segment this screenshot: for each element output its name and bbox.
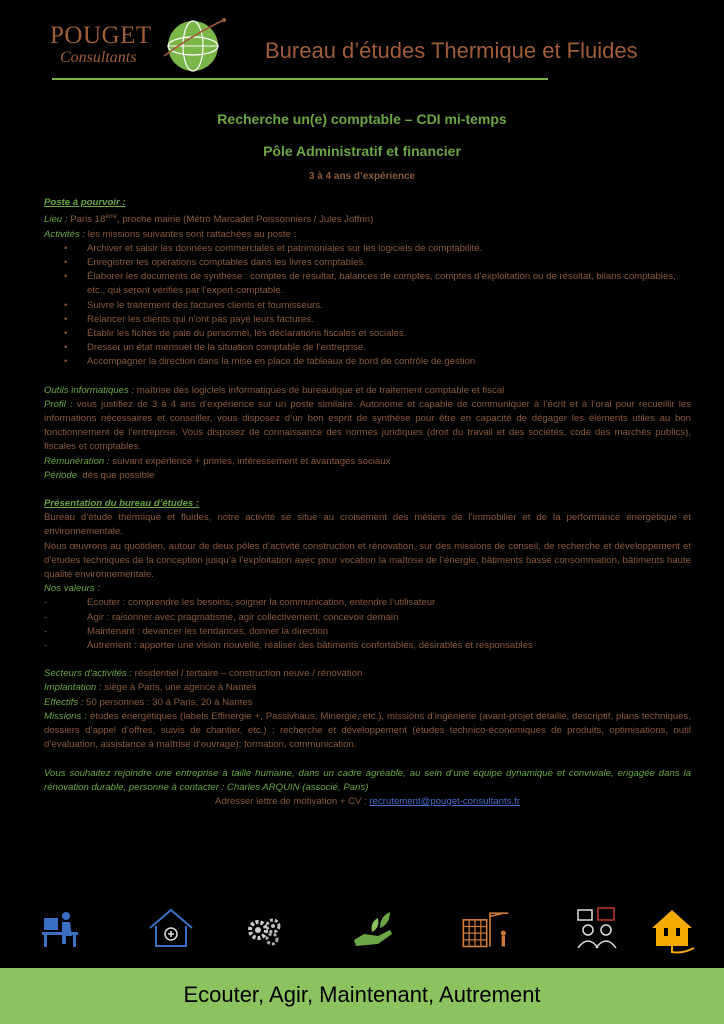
mission-item: • Élaborer les documents de synthèse : comptes de résultat, balances de comptes, comptes d’exploitation ou de résultat, bilans comptables, etc., qui seront vérifiés par l’expert-comptable. (44, 270, 691, 298)
house-energy-icon (146, 904, 196, 954)
profil-line: Profil : vous justifiez de 3 à 4 ans d’expérience sur un poste similaire. Autonome et capable de communiquer à l’écrit et à l’oral pour recueillir les informations nécessaires et conseiller, vous disposez d’un bon esprit de synthèse pour être en capacité de dégager les éléments utiles au bon fonctionnement de l’entreprise. Vous disposez de connaissance des normes juridiques (droit du travail et des sociétés, code des marchés publics), fiscales et comptables. (44, 398, 691, 453)
house-plug-icon (648, 904, 698, 954)
implantation-line: Implantation : siège à Paris, une agence à Nantes (44, 682, 257, 694)
secteurs-line: Secteurs d’activités : résidentiel / tertiaire – construction neuve / rénovation (44, 668, 363, 680)
contact-email-link[interactable]: recrutement@pouget-consultants.fr (369, 795, 520, 807)
bureau-heading: Présentation du bureau d’études : (44, 498, 200, 510)
mission-item: • Suivre le traitement des factures clients et fournisseurs. (44, 299, 691, 313)
hand-plant-icon (350, 904, 400, 954)
mission-item: • Dresser un état mensuel de la situation comptable de l’entreprise. (44, 341, 691, 355)
valeur-item: - Ecouter : comprendre les besoins, soigner la communication, entendre l’utilisateur (44, 596, 691, 610)
header-divider (52, 78, 548, 80)
logo-line1: POUGET (50, 22, 152, 49)
missions-list (44, 242, 691, 370)
mission-item: • Établir les fiches de paie du personnel, les déclarations fiscales et sociales. (44, 327, 691, 341)
construction-crane-icon (460, 904, 510, 954)
job-department: Pôle Administratif et financier (263, 143, 461, 159)
mission-item: • Enregistrer les opérations comptables dans les livres comptables. (44, 256, 691, 270)
closing-text: Vous souhaitez rejoindre une entreprise à taille humaine, dans un cadre agréable, au sein d’une équipe dynamique et conviviale, engagée dans la rénovation durable, personne à contacter : Charles ARQUIN (associé, Paris) (44, 767, 691, 793)
mission-item: • Relancer les clients qui n’ont pas payé leurs factures. (44, 313, 691, 327)
remuneration-line: Rémunération : suivant expérience + primes, intéressement et avantages sociaux (44, 455, 391, 467)
globe-icon (164, 16, 226, 72)
mission-item: • Accompagner la direction dans la mise en place de tableaux de bord de contrôle de gestion (44, 355, 691, 369)
footer-slogan: Ecouter, Agir, Maintenant, Autrement (183, 982, 541, 1007)
valeur-item: - Agir : raisonner avec pragmatisme, agir collectivement, concevoir demain (44, 611, 691, 625)
job-description (44, 196, 691, 809)
missions-line: Missions : études énergétiques (labels Effinergie +, Passivhaus, Minergie, etc.), missions d’ingénierie (avant-projet détaillé, descriptif, plans techniques, dossiers d’appel d’offres, suivis de chantier, etc.) ; recherche et développement (études technico-économiques de produits, optimisations, outil d’évaluation, assistance à maîtrise d’ouvrage); formation, communication. (44, 710, 691, 751)
company-logo (40, 14, 230, 76)
icon-row (0, 904, 724, 960)
lieu-line: Lieu : Paris 18ème, proche mairie (Métro Marcadet Poissonniers / Jules Joffrin) (44, 214, 374, 226)
periode-line: Période dès que possible (44, 469, 155, 481)
valeur-item: - Autrement : apporter une vision nouvelle, réaliser des bâtiments confortables, désirables et responsables (44, 639, 691, 653)
activites-line: Activités : les missions suivantes sont rattachées au poste : (44, 228, 297, 240)
outils-line: Outils informatiques : maîtrise des logiciels informatiques de bureautique et de traitement comptable et fiscal (44, 384, 505, 396)
mission-item: • Archiver et saisir les données commerciales et patrimoniales sur les logiciels de comptabilité. (44, 242, 691, 256)
logo-line2: Consultants (60, 49, 137, 66)
valeurs-list (44, 596, 691, 653)
bureau-para2: Nous œuvrons au quotidien, autour de deux pôles d’activité construction et rénovation, sur des missions de conseil, de recherche et développement et d’études techniques de la conception jusqu’à l’exploitation avec pour vocation la maîtrise de l’énergie, bâtiments basse consommation, bâtiments haute qualité environnementale. (44, 540, 691, 581)
job-title: Recherche un(e) comptable – CDI mi-temps (217, 111, 507, 127)
gears-icon (240, 904, 290, 954)
valeurs-label: Nos valeurs : (44, 583, 100, 595)
apply-line: Adresser lettre de motivation + CV : recrutement@pouget-consultants.fr (215, 795, 520, 807)
poste-heading: Poste à pourvoir : (44, 197, 126, 208)
valeur-item: - Maintenant : devancer les tendances, donner la direction (44, 625, 691, 639)
bureau-para1: Bureau d’étude thermique et fluides, notre activité se situe au croisement des métiers de l’immobilier et de la performance énergétique et environnementale. (44, 512, 691, 538)
job-experience: 3 à 4 ans d’expérience (308, 171, 416, 182)
meeting-icon (572, 904, 622, 954)
header-title: Bureau d’études Thermique et Fluides (265, 38, 638, 63)
desk-worker-icon (40, 904, 90, 954)
effectifs-line: Effectifs : 50 personnes : 30 à Paris, 20 à Nantes (44, 696, 253, 708)
